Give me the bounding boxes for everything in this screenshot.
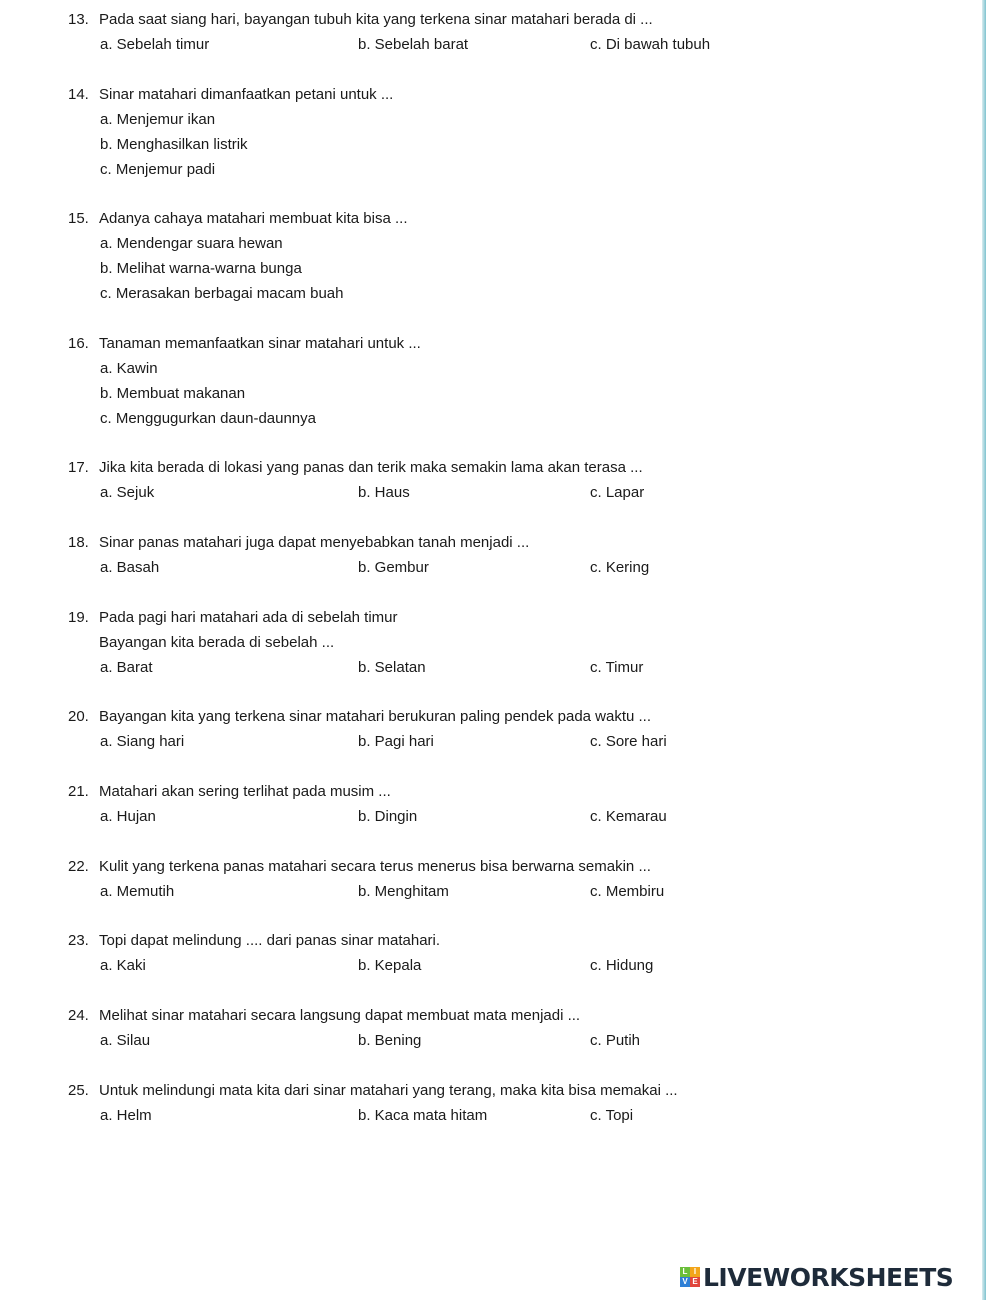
option-c[interactable]: c. Membiru <box>590 883 665 900</box>
liveworksheets-logo[interactable] <box>680 1262 953 1292</box>
option-b[interactable]: b. Gembur <box>358 559 429 576</box>
question-text: Bayangan kita yang terkena sinar matahari berukuran paling pendek pada waktu ... <box>99 708 652 725</box>
option-b[interactable]: b. Kepala <box>358 957 422 974</box>
option-a[interactable]: a. Silau <box>100 1032 151 1049</box>
option-b[interactable]: b. Menghasilkan listrik <box>100 136 248 153</box>
question-14 <box>68 85 948 180</box>
page-edge-accent <box>982 0 986 1300</box>
question-number: 15. <box>68 210 89 227</box>
logo-text: LIVEWORKSHEETS <box>703 1262 954 1292</box>
question-number: 18. <box>68 534 89 551</box>
question-21 <box>68 782 948 827</box>
option-a[interactable]: a. Kaki <box>100 957 146 974</box>
option-c[interactable]: c. Merasakan berbagai macam buah <box>100 285 344 302</box>
question-text: Matahari akan sering terlihat pada musim ... <box>99 783 391 800</box>
question-text: Tanaman memanfaatkan sinar matahari untuk ... <box>99 335 421 352</box>
option-c[interactable]: c. Hidung <box>590 957 654 974</box>
option-b[interactable]: b. Menghitam <box>358 883 449 900</box>
question-23 <box>68 931 948 976</box>
question-text: Jika kita berada di lokasi yang panas dan terik maka semakin lama akan terasa ... <box>99 459 643 476</box>
question-number: 17. <box>68 459 89 476</box>
option-b[interactable]: b. Bening <box>358 1032 422 1049</box>
question-text-line-2: Bayangan kita berada di sebelah ... <box>99 634 335 651</box>
question-number: 22. <box>68 858 89 875</box>
question-text: Sinar matahari dimanfaatkan petani untuk ... <box>99 86 394 103</box>
question-16 <box>68 334 948 429</box>
question-text: Sinar panas matahari juga dapat menyebabkan tanah menjadi ... <box>99 534 530 551</box>
option-a[interactable]: a. Sebelah timur <box>100 36 210 53</box>
option-a[interactable]: a. Kawin <box>100 360 158 377</box>
option-c[interactable]: c. Putih <box>590 1032 641 1049</box>
option-b[interactable]: b. Selatan <box>358 659 426 676</box>
question-number: 23. <box>68 932 89 949</box>
question-19 <box>68 608 948 678</box>
question-text: Kulit yang terkena panas matahari secara terus menerus bisa berwarna semakin ... <box>99 858 651 875</box>
question-15 <box>68 209 948 304</box>
option-c[interactable]: c. Lapar <box>590 484 645 501</box>
question-number: 20. <box>68 708 89 725</box>
question-text: Untuk melindungi mata kita dari sinar matahari yang terang, maka kita bisa memakai ... <box>99 1082 678 1099</box>
option-a[interactable]: a. Basah <box>100 559 160 576</box>
question-17 <box>68 458 948 503</box>
question-22 <box>68 857 948 902</box>
option-b[interactable]: b. Kaca mata hitam <box>358 1107 488 1124</box>
question-number: 24. <box>68 1007 89 1024</box>
option-a[interactable]: a. Memutih <box>100 883 175 900</box>
option-c[interactable]: c. Topi <box>590 1107 634 1124</box>
option-b[interactable]: b. Pagi hari <box>358 733 434 750</box>
question-text: Pada saat siang hari, bayangan tubuh kita yang terkena sinar matahari berada di ... <box>99 11 653 28</box>
question-text: Adanya cahaya matahari membuat kita bisa ... <box>99 210 408 227</box>
question-number: 14. <box>68 86 89 103</box>
question-text: Melihat sinar matahari secara langsung dapat membuat mata menjadi ... <box>99 1007 581 1024</box>
option-a[interactable]: a. Hujan <box>100 808 156 825</box>
question-18 <box>68 533 948 578</box>
option-c[interactable]: c. Menggugurkan daun-daunnya <box>100 410 316 427</box>
option-c[interactable]: c. Timur <box>590 659 644 676</box>
question-text: Pada pagi hari matahari ada di sebelah timur <box>99 609 398 626</box>
question-number: 25. <box>68 1082 89 1099</box>
question-number: 19. <box>68 609 89 626</box>
option-b[interactable]: b. Melihat warna-warna bunga <box>100 260 302 277</box>
option-b[interactable]: b. Haus <box>358 484 410 501</box>
option-c[interactable]: c. Menjemur padi <box>100 161 216 178</box>
question-text: Topi dapat melindung .... dari panas sinar matahari. <box>99 932 441 949</box>
option-c[interactable]: c. Di bawah tubuh <box>590 36 711 53</box>
question-number: 21. <box>68 783 89 800</box>
question-20 <box>68 707 948 752</box>
option-a[interactable]: a. Siang hari <box>100 733 185 750</box>
option-a[interactable]: a. Mendengar suara hewan <box>100 235 283 252</box>
option-a[interactable]: a. Helm <box>100 1107 152 1124</box>
option-c[interactable]: c. Sore hari <box>590 733 667 750</box>
option-b[interactable]: b. Membuat makanan <box>100 385 246 402</box>
question-24 <box>68 1006 948 1051</box>
liveworksheets-logo-icon: L I V E <box>680 1267 700 1287</box>
question-number: 13. <box>68 11 89 28</box>
option-b[interactable]: b. Sebelah barat <box>358 36 469 53</box>
option-a[interactable]: a. Menjemur ikan <box>100 111 216 128</box>
option-c[interactable]: c. Kemarau <box>590 808 667 825</box>
question-number: 16. <box>68 335 89 352</box>
option-a[interactable]: a. Sejuk <box>100 484 155 501</box>
option-c[interactable]: c. Kering <box>590 559 650 576</box>
option-a[interactable]: a. Barat <box>100 659 153 676</box>
question-13 <box>68 10 948 55</box>
question-25 <box>68 1081 948 1126</box>
option-b[interactable]: b. Dingin <box>358 808 418 825</box>
